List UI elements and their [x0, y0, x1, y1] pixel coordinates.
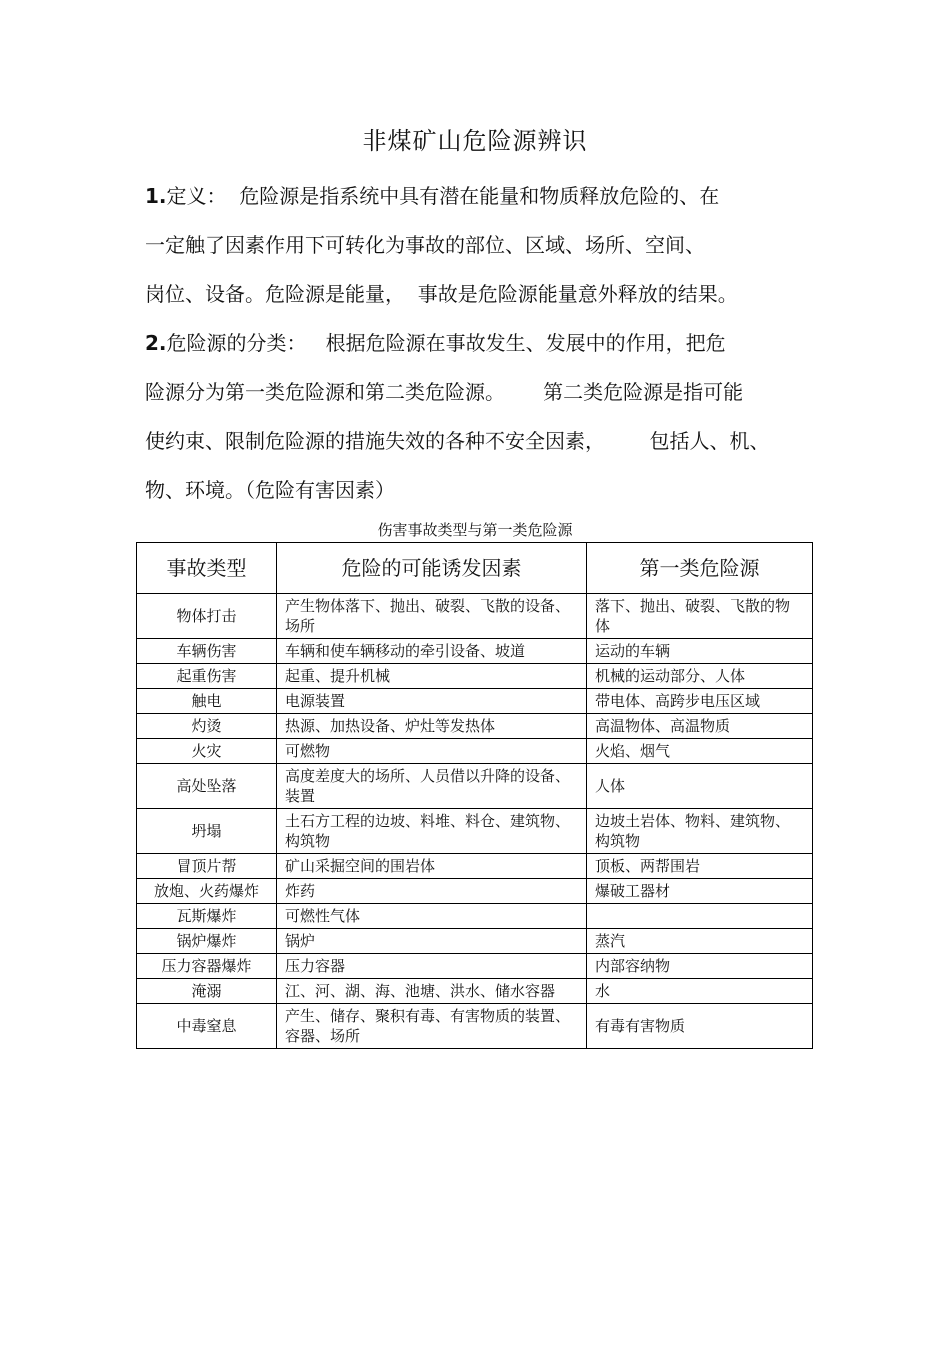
cell-first-class-hazard: 爆破工器材: [587, 879, 813, 904]
line-text: 定义： 危险源是指系统中具有潜在能量和物质释放危险的、在: [166, 184, 720, 208]
table-row: [137, 954, 813, 979]
cell-inducing-factors: 起重、提升机械: [277, 664, 587, 689]
cell-accident-type: 触电: [137, 689, 277, 714]
section-number: 1.: [145, 184, 167, 208]
cell-inducing-factors: 热源、加热设备、炉灶等发热体: [277, 714, 587, 739]
header-accident-type: 事故类型: [137, 543, 277, 594]
table-row: [137, 689, 813, 714]
table-row: [137, 854, 813, 879]
header-inducing-factors: 危险的可能诱发因素: [277, 543, 587, 594]
cell-accident-type: 放炮、火药爆炸: [137, 879, 277, 904]
cell-inducing-factors: 可燃物: [277, 739, 587, 764]
section-number: 2.: [145, 331, 167, 355]
table-header-row: [137, 543, 813, 594]
table-row: [137, 594, 813, 639]
cell-inducing-factors: 高度差度大的场所、人员借以升降的设备、装置: [277, 764, 587, 809]
table-row: [137, 879, 813, 904]
cell-inducing-factors: 电源装置: [277, 689, 587, 714]
cell-accident-type: 灼烫: [137, 714, 277, 739]
cell-accident-type: 淹溺: [137, 979, 277, 1004]
table-row: [137, 809, 813, 854]
classification-paragraph: [145, 328, 845, 524]
cell-inducing-factors: 矿山采掘空间的围岩体: [277, 854, 587, 879]
cell-accident-type: 中毒窒息: [137, 1004, 277, 1049]
cell-accident-type: 坍塌: [137, 809, 277, 854]
cell-inducing-factors: 土石方工程的边坡、料堆、料仓、建筑物、构筑物: [277, 809, 587, 854]
table-row: [137, 714, 813, 739]
cell-accident-type: 冒顶片帮: [137, 854, 277, 879]
cell-first-class-hazard: 运动的车辆: [587, 639, 813, 664]
cell-accident-type: 起重伤害: [137, 664, 277, 689]
cell-inducing-factors: 车辆和使车辆移动的牵引设备、坡道: [277, 639, 587, 664]
table-row: [137, 739, 813, 764]
cell-accident-type: 火灾: [137, 739, 277, 764]
cell-inducing-factors: 压力容器: [277, 954, 587, 979]
cell-first-class-hazard: 水: [587, 979, 813, 1004]
cell-inducing-factors: 产生、储存、聚积有毒、有害物质的装置、容器、场所: [277, 1004, 587, 1049]
cell-accident-type: 压力容器爆炸: [137, 954, 277, 979]
cell-first-class-hazard: 人体: [587, 764, 813, 809]
cell-first-class-hazard: 机械的运动部分、人体: [587, 664, 813, 689]
paragraph-line: 险源分为第一类危险源和第二类危险源。 第二类危险源是指可能: [145, 380, 744, 404]
hazard-table: [136, 542, 813, 1049]
table-row: [137, 764, 813, 809]
line-text: 危险源的分类： 根据危险源在事故发生、发展中的作用，把危: [166, 331, 726, 355]
table-row: [137, 1004, 813, 1049]
paragraph-line: 物、环境。（危险有害因素）: [145, 478, 395, 502]
cell-first-class-hazard: 有毒有害物质: [587, 1004, 813, 1049]
table-row: [137, 929, 813, 954]
cell-first-class-hazard: 边坡土岩体、物料、建筑物、构筑物: [587, 809, 813, 854]
cell-inducing-factors: 可燃性气体: [277, 904, 587, 929]
cell-inducing-factors: 炸药: [277, 879, 587, 904]
paragraph-line: [145, 181, 845, 230]
paragraph-line: 一定触了因素作用下可转化为事故的部位、区域、场所、空间、: [145, 233, 705, 257]
table-row: [137, 639, 813, 664]
paragraph-line: 使约束、限制危险源的措施失效的各种不安全因素， 包括人、机、: [145, 429, 770, 453]
cell-accident-type: 车辆伤害: [137, 639, 277, 664]
cell-first-class-hazard: 内部容纳物: [587, 954, 813, 979]
paragraph-line: [145, 328, 845, 377]
cell-accident-type: 物体打击: [137, 594, 277, 639]
cell-first-class-hazard: 蒸汽: [587, 929, 813, 954]
cell-first-class-hazard: 带电体、高跨步电压区域: [587, 689, 813, 714]
cell-first-class-hazard: 高温物体、高温物质: [587, 714, 813, 739]
cell-first-class-hazard: 落下、抛出、破裂、飞散的物体: [587, 594, 813, 639]
table-row: [137, 904, 813, 929]
paragraph-line: 岗位、设备。危险源是能量， 事故是危险源能量意外释放的结果。: [145, 282, 738, 306]
cell-inducing-factors: 江、河、湖、海、池塘、洪水、储水容器: [277, 979, 587, 1004]
cell-accident-type: 瓦斯爆炸: [137, 904, 277, 929]
cell-inducing-factors: 产生物体落下、抛出、破裂、飞散的设备、场所: [277, 594, 587, 639]
cell-first-class-hazard: 顶板、两帮围岩: [587, 854, 813, 879]
table-caption: 伤害事故类型与第一类危险源: [377, 521, 573, 539]
cell-first-class-hazard: 火焰、烟气: [587, 739, 813, 764]
cell-accident-type: 高处坠落: [137, 764, 277, 809]
cell-inducing-factors: 锅炉: [277, 929, 587, 954]
page-title: 非煤矿山危险源辨识: [362, 127, 588, 155]
cell-first-class-hazard: [587, 904, 813, 929]
definition-paragraph: [145, 181, 845, 328]
header-first-class-hazard: 第一类危险源: [587, 543, 813, 594]
cell-accident-type: 锅炉爆炸: [137, 929, 277, 954]
table-row: [137, 979, 813, 1004]
table-row: [137, 664, 813, 689]
